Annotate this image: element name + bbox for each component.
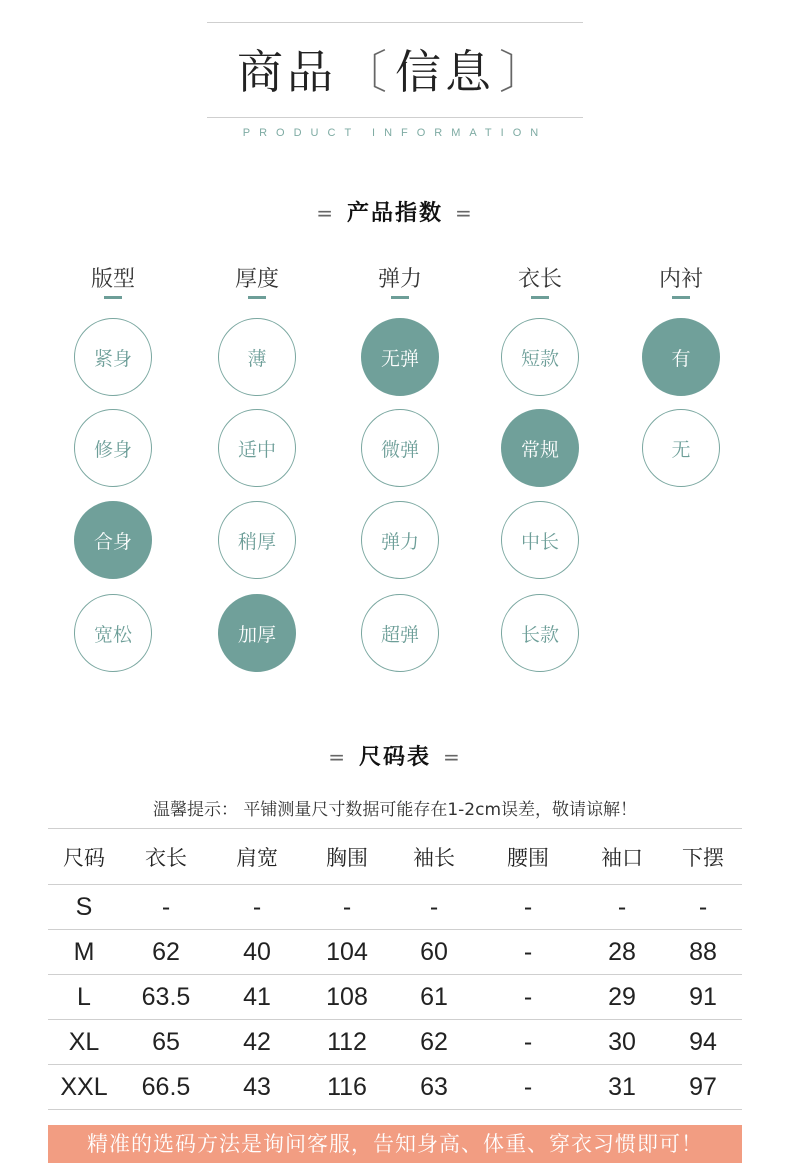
top-divider — [207, 22, 583, 23]
title-eq-left: = — [316, 201, 335, 225]
index-option-selected: 有 — [642, 318, 720, 396]
size-column-header: 胸围 — [302, 829, 392, 885]
index-section-title — [0, 196, 790, 227]
size-value-cell: 43 — [212, 1065, 302, 1110]
size-value-cell: 65 — [120, 1020, 212, 1065]
index-option-selected: 合身 — [74, 501, 152, 579]
size-tip: 温馨提示： 平铺测量尺寸数据可能存在1-2cm误差，敬请谅解！ — [152, 800, 638, 820]
size-value-cell: - — [212, 885, 302, 930]
size-value-cell: 62 — [392, 1020, 476, 1065]
index-option: 中长 — [501, 501, 579, 579]
column-underline — [531, 296, 549, 299]
size-row — [48, 1065, 742, 1110]
index-option-selected: 加厚 — [218, 594, 296, 672]
size-value-cell: - — [392, 885, 476, 930]
page-title — [0, 40, 790, 104]
index-option: 微弹 — [361, 409, 439, 487]
size-value-cell: - — [476, 1065, 580, 1110]
size-value-cell: 91 — [664, 975, 742, 1020]
size-value-cell: 104 — [302, 930, 392, 975]
index-option: 超弹 — [361, 594, 439, 672]
size-value-cell: 116 — [302, 1065, 392, 1110]
index-column-label: 弹力 — [377, 267, 422, 292]
size-value-cell: - — [476, 930, 580, 975]
size-value-cell: 60 — [392, 930, 476, 975]
size-row — [48, 930, 742, 975]
column-underline — [104, 296, 122, 299]
index-option: 无 — [642, 409, 720, 487]
column-underline — [672, 296, 690, 299]
size-table-header — [48, 829, 742, 885]
title-eq-right: = — [455, 201, 474, 225]
size-value-cell: 112 — [302, 1020, 392, 1065]
size-value-cell: - — [476, 975, 580, 1020]
index-column-label: 衣长 — [517, 267, 562, 292]
size-column-header: 下摆 — [664, 829, 742, 885]
size-value-cell: 42 — [212, 1020, 302, 1065]
size-value-cell: 63.5 — [120, 975, 212, 1020]
size-title-text: 尺码表 — [358, 745, 431, 770]
size-value-cell: 41 — [212, 975, 302, 1020]
size-value-cell: - — [120, 885, 212, 930]
size-column-header: 衣长 — [120, 829, 212, 885]
title-part-b: 信息 — [395, 45, 495, 99]
index-column-label: 版型 — [90, 267, 135, 292]
index-option: 修身 — [74, 409, 152, 487]
size-value-cell: 28 — [580, 930, 664, 975]
size-eq-right: = — [443, 745, 462, 769]
size-column-header: 袖口 — [580, 829, 664, 885]
size-value-cell: 97 — [664, 1065, 742, 1110]
bracket-open: 〔 — [341, 45, 391, 99]
index-column-label: 厚度 — [234, 267, 279, 292]
index-option-selected: 常规 — [501, 409, 579, 487]
bracket-close: 〕 — [499, 45, 549, 99]
size-label-cell: XL — [48, 1020, 120, 1065]
size-value-cell: 94 — [664, 1020, 742, 1065]
index-option: 薄 — [218, 318, 296, 396]
index-option: 宽松 — [74, 594, 152, 672]
index-option: 稍厚 — [218, 501, 296, 579]
index-option-selected: 无弹 — [361, 318, 439, 396]
page-subtitle: PRODUCT INFORMATION — [242, 127, 548, 139]
column-underline — [391, 296, 409, 299]
size-row — [48, 1020, 742, 1065]
size-label-cell: XXL — [48, 1065, 120, 1110]
size-value-cell: 108 — [302, 975, 392, 1020]
size-label-cell: S — [48, 885, 120, 930]
index-column-label: 内衬 — [658, 267, 703, 292]
index-option: 适中 — [218, 409, 296, 487]
size-value-cell: 63 — [392, 1065, 476, 1110]
index-option: 紧身 — [74, 318, 152, 396]
column-underline — [248, 296, 266, 299]
size-label-cell: M — [48, 930, 120, 975]
index-title-text: 产品指数 — [346, 201, 443, 226]
size-column-header: 袖长 — [392, 829, 476, 885]
size-value-cell: 30 — [580, 1020, 664, 1065]
index-option: 弹力 — [361, 501, 439, 579]
size-row — [48, 975, 742, 1020]
size-row — [48, 885, 742, 930]
size-section-title — [0, 740, 790, 771]
size-advice-banner: 精准的选码方法是询问客服，告知身高、体重、穿衣习惯即可！ — [48, 1125, 742, 1163]
size-value-cell: 66.5 — [120, 1065, 212, 1110]
size-value-cell: - — [664, 885, 742, 930]
size-value-cell: 29 — [580, 975, 664, 1020]
size-column-header: 腰围 — [476, 829, 580, 885]
size-value-cell: - — [302, 885, 392, 930]
size-value-cell: 62 — [120, 930, 212, 975]
size-value-cell: - — [476, 885, 580, 930]
title-divider — [207, 117, 583, 118]
size-eq-left: = — [328, 745, 347, 769]
size-value-cell: 40 — [212, 930, 302, 975]
size-value-cell: 88 — [664, 930, 742, 975]
index-option: 短款 — [501, 318, 579, 396]
size-value-cell: - — [476, 1020, 580, 1065]
size-table — [48, 828, 742, 1110]
size-column-header: 尺码 — [48, 829, 120, 885]
size-column-header: 肩宽 — [212, 829, 302, 885]
size-value-cell: - — [580, 885, 664, 930]
title-part-a: 商品 — [237, 45, 337, 99]
size-table-body — [48, 885, 742, 1110]
size-value-cell: 31 — [580, 1065, 664, 1110]
size-value-cell: 61 — [392, 975, 476, 1020]
size-label-cell: L — [48, 975, 120, 1020]
index-option: 长款 — [501, 594, 579, 672]
